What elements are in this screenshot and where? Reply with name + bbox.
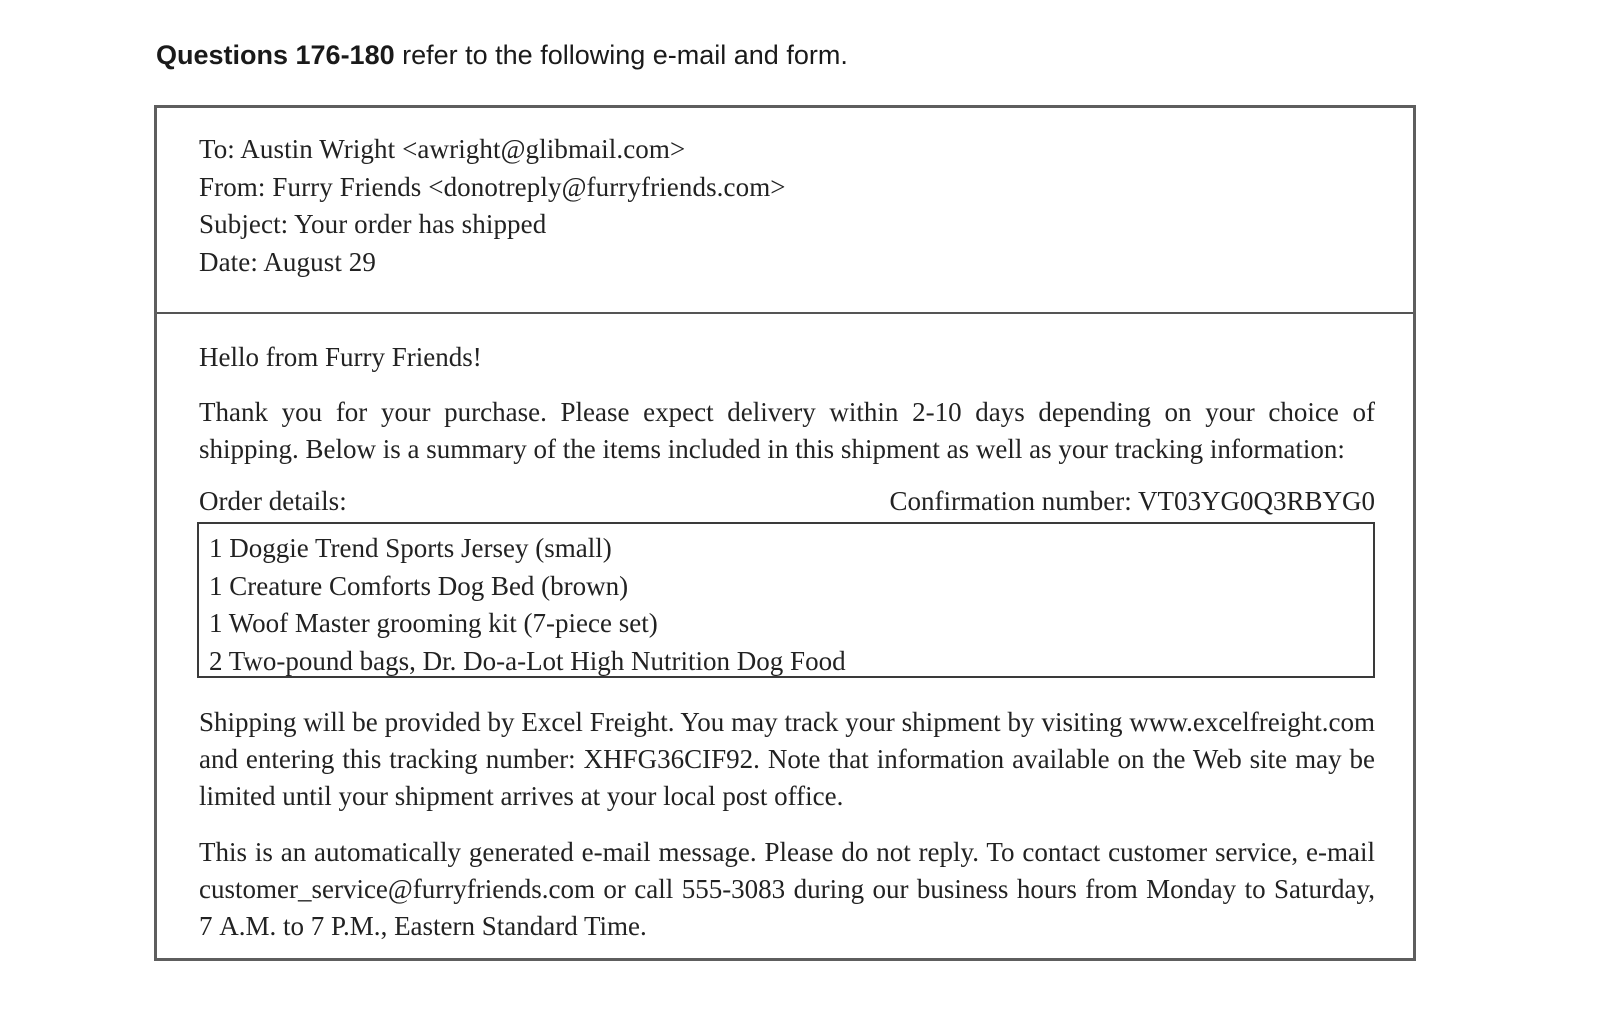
closing-end: , Eastern Standard Time. bbox=[380, 911, 647, 941]
shipping-paragraph: Shipping will be provided by Excel Freight. You may track your shipment by visiting www.excelfreight.com and entering this tracking number: XHFG36CIF92. Note that information available on the Web site may be limited until your shipment arrives at your local post office. bbox=[199, 707, 1375, 811]
closing-text: This is an automatically generated e-mail message. Please do not reply. To contact customer service, e-mail customer_service@furryfriends.com or call 555-3083 during our business hours from Monday to Saturday, 7 bbox=[199, 837, 1375, 941]
question-range: Questions 176-180 bbox=[156, 40, 395, 70]
intro-paragraph: Thank you for your purchase. Please expect delivery within 2-10 days depending on your choice of shipping. Below is a summary of the items included in this shipment as well as your tracking information: bbox=[199, 397, 1375, 464]
question-heading-text: refer to the following e-mail and form. bbox=[394, 40, 848, 70]
email-greeting: Hello from Furry Friends! bbox=[199, 342, 482, 372]
order-item: 2 Two-pound bags, Dr. Do-a-Lot High Nutrition Dog Food bbox=[209, 645, 846, 676]
order-item: 1 Woof Master grooming kit (7-piece set) bbox=[209, 608, 658, 638]
email-from: From: Furry Friends <donotreply@furryfriends.com> bbox=[199, 172, 786, 202]
question-heading bbox=[156, 40, 848, 71]
order-items-box bbox=[197, 522, 1375, 678]
order-item: 1 Creature Comforts Dog Bed (brown) bbox=[209, 570, 629, 601]
confirmation-number: Confirmation number: VT03YG0Q3RBYG0 bbox=[889, 486, 1375, 516]
email-date: Date: August 29 bbox=[199, 247, 376, 277]
email-to: To: Austin Wright <awright@glibmail.com> bbox=[199, 134, 686, 164]
email-document bbox=[154, 105, 1416, 961]
order-details-label: Order details: bbox=[199, 486, 347, 516]
order-item: 1 Doggie Trend Sports Jersey (small) bbox=[209, 533, 612, 563]
email-header bbox=[157, 108, 1413, 314]
closing-paragraph bbox=[199, 834, 1375, 945]
closing-to: to 7 bbox=[276, 911, 332, 941]
closing-pm: P.M. bbox=[331, 911, 381, 941]
email-subject: Subject: Your order has shipped bbox=[199, 209, 547, 239]
closing-am: A.M. bbox=[219, 911, 277, 941]
